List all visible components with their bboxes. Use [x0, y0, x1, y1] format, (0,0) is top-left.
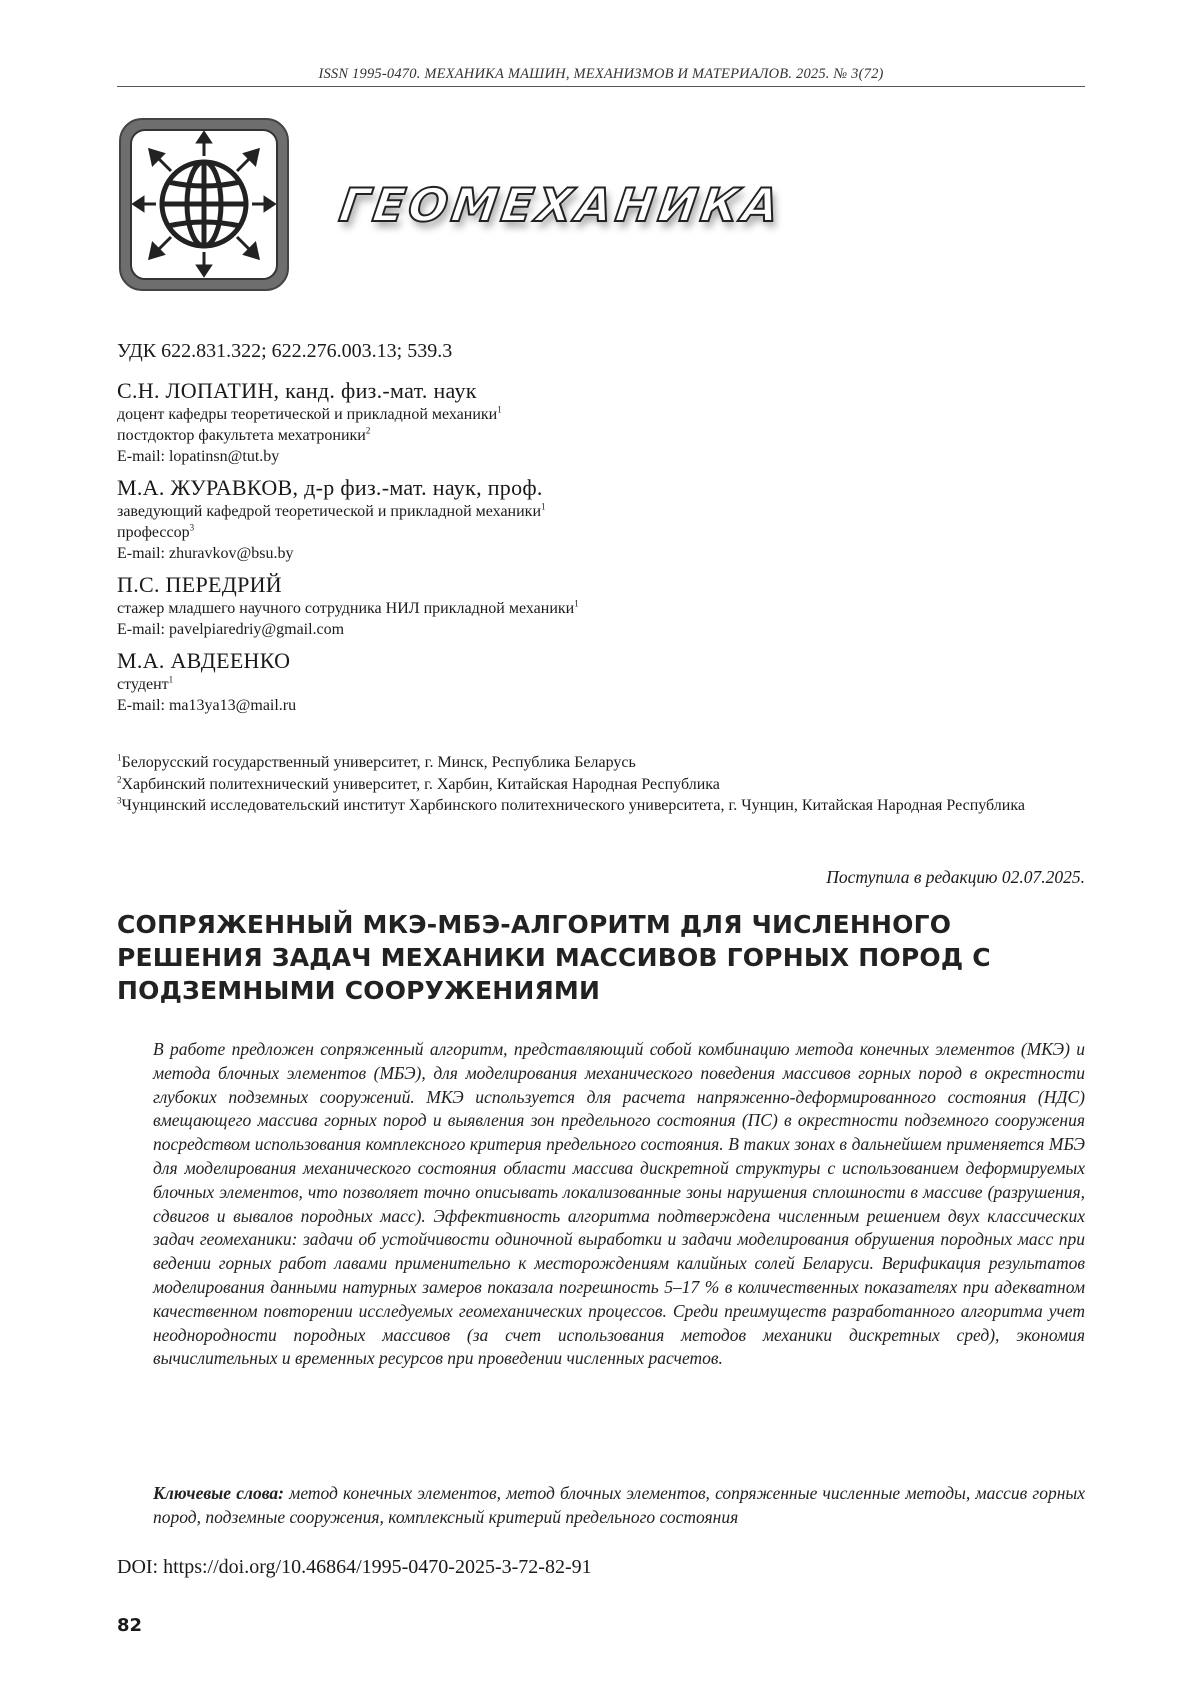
author-list: [117, 378, 1085, 724]
author-block: [117, 648, 1085, 716]
affiliation-item: $^1$Белорусский государственный университет, г. Минск, Республика Беларусь: [117, 752, 636, 771]
author-position: студент$^1$: [117, 674, 174, 693]
affiliations: [117, 752, 1085, 817]
author-block: [117, 475, 1085, 564]
author-email[interactable]: E-mail: pavelpiaredriy@gmail.com: [117, 621, 345, 638]
author-position: стажер младшего научного сотрудника НИЛ прикладной механики$^1$: [117, 598, 579, 617]
article-title: СОПРЯЖЕННЫЙ МКЭ-МБЭ-АЛГОРИТМ ДЛЯ ЧИСЛЕННОГО РЕШЕНИЯ ЗАДАЧ МЕХАНИКИ МАССИВОВ ГОРНЫХ ПОРОД С ПОДЗЕМНЫМИ СООРУЖЕНИЯМИ: [117, 910, 991, 1005]
author-position: заведующий кафедрой теоретической и прикладной механики$^1$: [117, 501, 546, 520]
author-name: П.С. ПЕРЕДРИЙ: [117, 572, 282, 597]
received-date: Поступила в редакцию 02.07.2025.: [826, 867, 1085, 887]
author-name: М.А. ЖУРАВКОВ, д-р физ.-мат. наук, проф.: [117, 475, 543, 500]
keywords: [153, 1481, 1085, 1529]
author-name: С.Н. ЛОПАТИН, канд. физ.-мат. наук: [117, 378, 477, 403]
author-block: [117, 378, 1085, 467]
author-email[interactable]: E-mail: ma13ya13@mail.ru: [117, 697, 297, 714]
affiliation-item: $^3$Чунцинский исследовательский институт Харбинского политехнического университета, г. Чунцин, Китайская Народная Республика: [117, 795, 1025, 814]
author-name: М.А. АВДЕЕНКО: [117, 648, 291, 673]
keywords-label: Ключевые слова:: [153, 1483, 284, 1503]
author-position: постдоктор факультета мехатроники$^2$: [117, 425, 371, 444]
section-title: ГЕОМЕХАНИКА: [336, 178, 787, 232]
author-email[interactable]: E-mail: lopatinsn@tut.by: [117, 448, 280, 465]
journal-header: ISSN 1995-0470. МЕХАНИКА МАШИН, МЕХАНИЗМОВ И МАТЕРИАЛОВ. 2025. № 3(72): [318, 66, 884, 82]
author-position: профессор$^3$: [117, 522, 195, 541]
doi-link[interactable]: DOI: https://doi.org/10.46864/1995-0470-2025-3-72-82-91: [117, 1556, 592, 1578]
globe-arrows-icon: [117, 116, 291, 293]
author-block: [117, 572, 1085, 640]
page-number: 82: [117, 1615, 143, 1636]
affiliation-item: $^2$Харбинский политехнический университет, г. Харбин, Китайская Народная Республика: [117, 774, 720, 793]
author-email[interactable]: E-mail: zhuravkov@bsu.by: [117, 545, 294, 562]
udk-code: УДК 622.831.322; 622.276.003.13; 539.3: [117, 340, 453, 362]
abstract: В работе предложен сопряженный алгоритм, представляющий собой комбинацию метода конечных элементов (МКЭ) и метода блочных элементов (МБЭ), для моделирования механического поведения массивов горных пород в окрестности глубоких подземных сооружений. МКЭ используется для расчета напряженно-деформированного состояния (НДС) вмещающего массива горных пород и выявления зон предельного состояния (ПС) в окрестности подземного сооружения посредством использования комплексного критерия предельного состояния. В таких зонах в дальнейшем применяется МБЭ для моделирования механического состояния области массива дискретной структуры с использованием деформируемых блочных элементов, что позволяет точно описывать локализованные зоны нарушения сплошности в массиве (разрушения, сдвигов и вывалов породных масс). Эффективность алгоритма подтверждена численным решением двух классических задач геомеханики: задачи об устойчивости одиночной выработки и задачи моделирования обрушения породных масс при ведении горных работ лавами применительно к месторождениям калийных солей Беларуси. Верификация результатов моделирования данными натурных замеров показала погрешность 5–17 % в количественных показателях при адекватном качественном повторении исследуемых геомеханических процессов. Среди преимуществ разработанного алгоритма учет неоднородности породных массивов (за счет использования методов механики дискретных сред), экономия вычислительных и временных ресурсов при проведении численных расчетов.: [153, 1039, 1085, 1369]
author-position: доцент кафедры теоретической и прикладной механики$^1$: [117, 404, 502, 423]
keywords-text: метод конечных элементов, метод блочных элементов, сопряженные численные методы, массив горных пород, подземные сооружения, комплексный критерий предельного состояния: [153, 1483, 1085, 1527]
header-divider: [117, 86, 1085, 87]
